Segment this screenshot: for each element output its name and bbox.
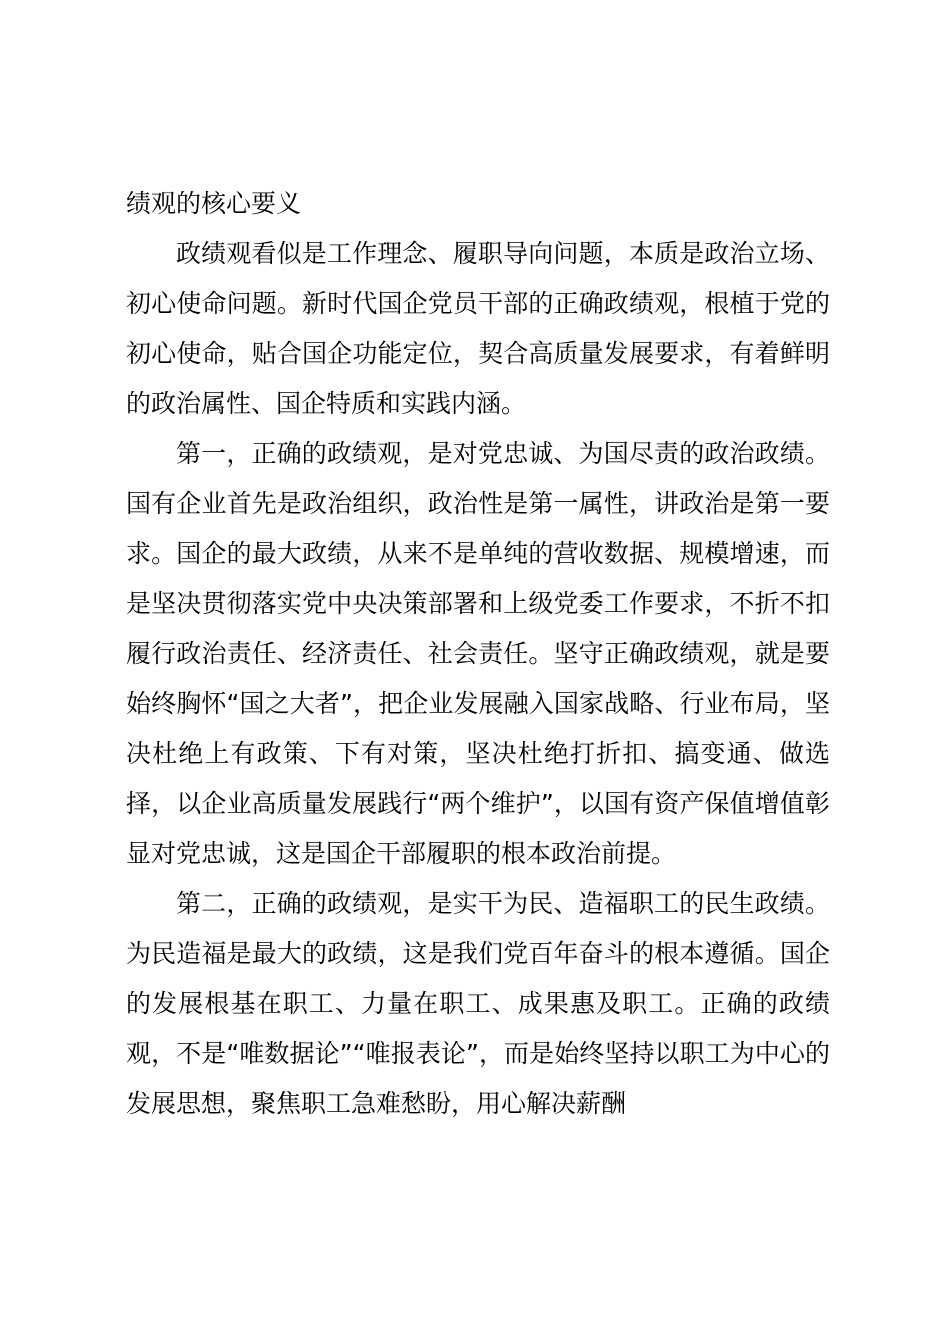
paragraph-point-one: 第一，正确的政绩观，是对党忠诚、为国尽责的政治政绩。国有企业首先是政治组织，政治性是第一属性，讲政治是第一要求。国企的最大政绩，从来不是单纯的营收数据、规模增速，而是坚决贯彻落实党中央决策部署和上级党委工作要求，不折不扣履行政治责任、经济责任、社会责任。坚守正确政绩观，就是要始终胸怀“国之大者”，把企业发展融入国家战略、行业布局，坚决杜绝上有政策、下有对策，坚决杜绝打折扣、搞变通、做选择，以企业高质量发展践行“两个维护”，以国有资产保值增值彰显对党忠诚，这是国企干部履职的根本政治前提。 [126,439,830,868]
document-body [126,179,830,1129]
paragraph-point-two: 第二，正确的政绩观，是实干为民、造福职工的民生政绩。为民造福是最大的政绩，这是我们党百年奋斗的根本遵循。国企的发展根基在职工、力量在职工、成果惠及职工。正确的政绩观，不是“唯数据论”“唯报表论”，而是始终坚持以职工为中心的发展思想，聚焦职工急难愁盼，用心解决薪酬 [126,889,830,1118]
continuation-line: 绩观的核心要义 [126,189,302,218]
paragraph-intro: 政绩观看似是工作理念、履职导向问题，本质是政治立场、初心使命问题。新时代国企党员干部的正确政绩观，根植于党的初心使命，贴合国企功能定位，契合高质量发展要求，有着鲜明的政治属性、国企特质和实践内涵。 [126,239,830,418]
